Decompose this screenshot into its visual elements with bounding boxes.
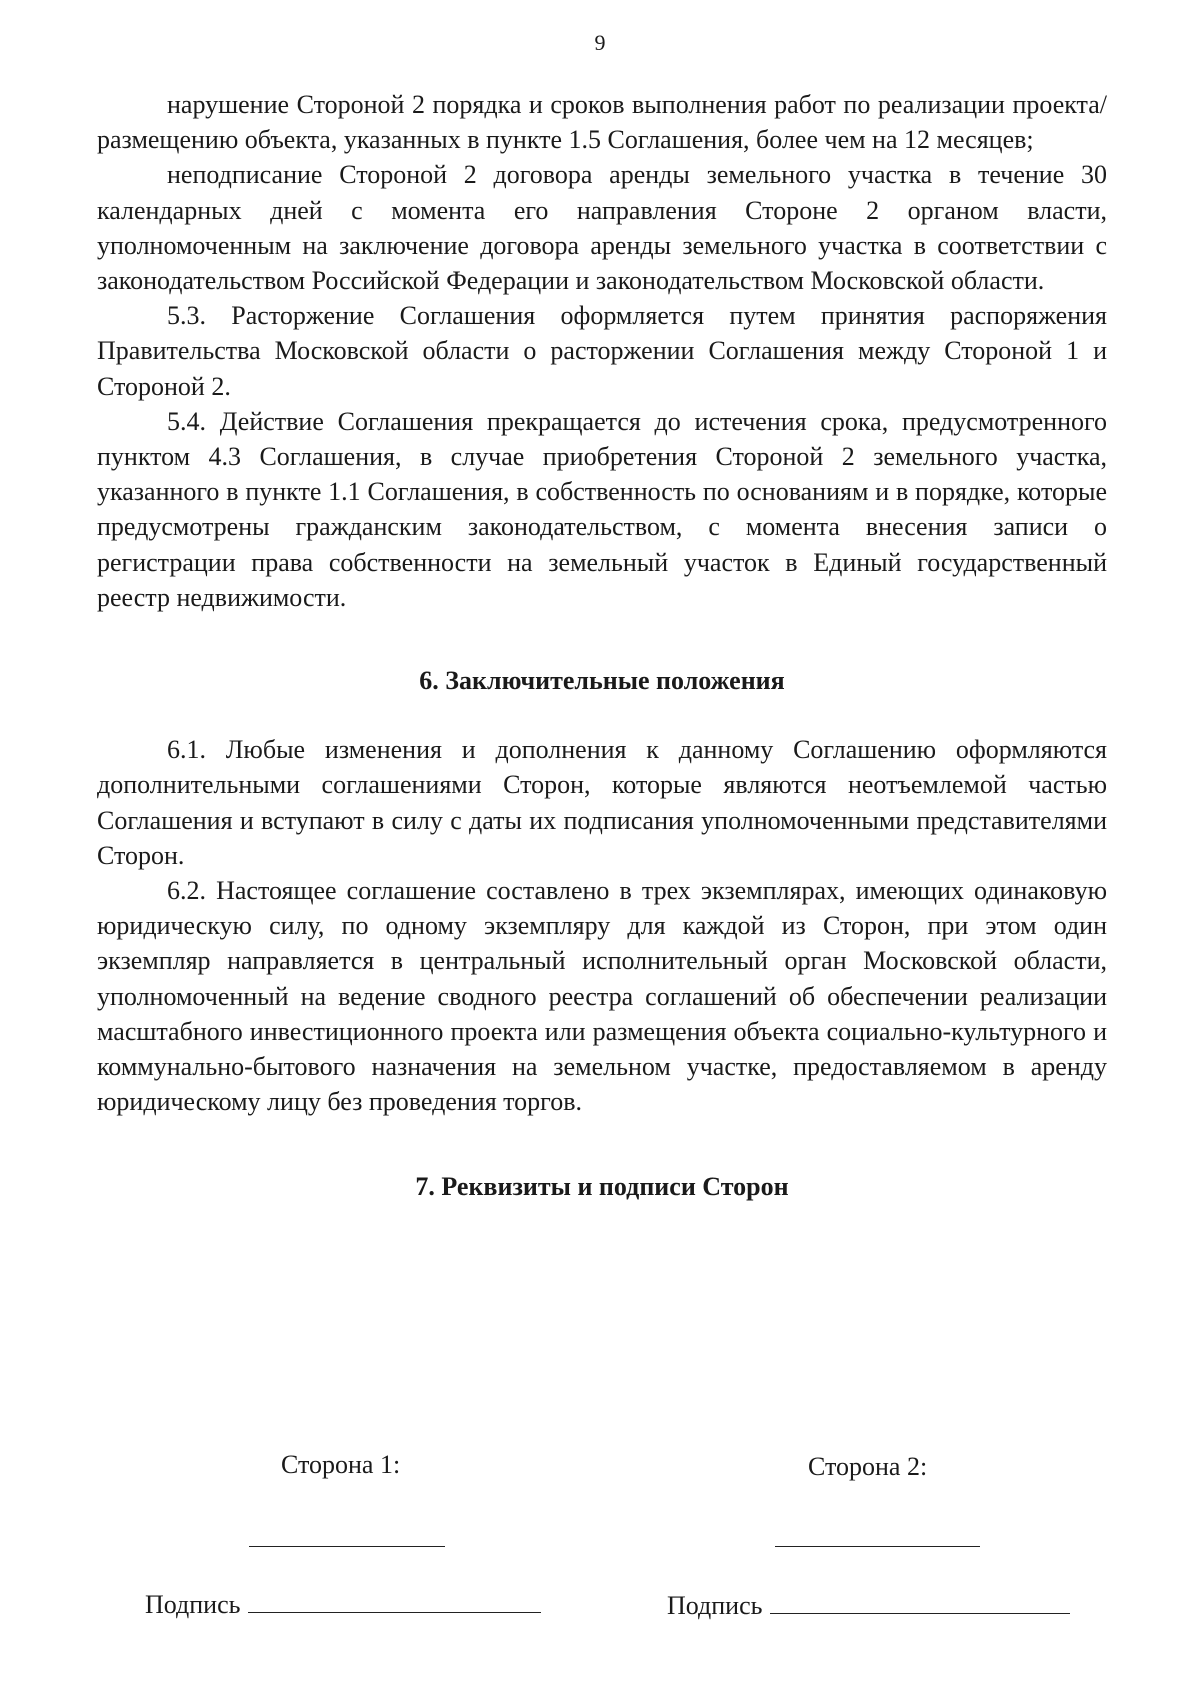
party-2-signature-line	[770, 1591, 1070, 1614]
party-1-blank-line	[249, 1546, 445, 1547]
section-7-heading: 7. Реквизиты и подписи Сторон	[415, 1172, 789, 1202]
paragraph-5-3: 5.3. Расторжение Соглашения оформляется путем принятия распоряжения Правительства Московской области о расторжении Соглашения между Стороной 1 и Стороной 2.	[97, 301, 1107, 401]
party-2-signature-row	[667, 1590, 1070, 1622]
document-body	[97, 87, 1107, 1205]
party-1-signature-label: Подпись	[145, 1590, 241, 1619]
paragraph-6-2: 6.2. Настоящее соглашение составлено в трех экземплярах, имеющих одинаковую юридическую силу, по одному экземпляру для каждой из Сторон, при этом один экземпляр направляется в центральный исполнительный орган Московской области, уполномоченный на ведение сводного реестра соглашений об обеспечении реализации масштабного инвестиционного проекта или размещения объекта социально-культурного и коммунально-бытового назначения на земельном участке, предоставляемом в аренду юридическому лицу без проведения торгов.	[97, 876, 1107, 1117]
paragraph-5-4: 5.4. Действие Соглашения прекращается до истечения срока, предусмотренного пунктом 4.3 Соглашения, в случае приобретения Стороной 2 земельного участка, указанного в пункте 1.1 Соглашения, в собственность по основаниям и в порядке, которые предусмотрены гражданским законодательством, с момента внесения записи о регистрации права собственности на земельный участок в Единый государственный реестр недвижимости.	[97, 406, 1107, 612]
page-number: 9	[594, 30, 606, 55]
party-2-blank-line	[775, 1546, 980, 1547]
party-1-signature-line	[248, 1590, 541, 1613]
section-6-heading: 6. Заключительные положения	[419, 666, 785, 696]
party-2-signature-label: Подпись	[667, 1591, 763, 1620]
party-2-label: Сторона 2:	[808, 1452, 928, 1481]
paragraph-6-1: 6.1. Любые изменения и дополнения к данному Соглашению оформляются дополнительными соглашениями Сторон, которые являются неотъемлемой частью Соглашения и вступают в силу с даты их подписания уполномоченными представителями Сторон.	[97, 735, 1107, 870]
party-1-signature-row	[145, 1589, 541, 1621]
paragraph-violation-terms: нарушение Стороной 2 порядка и сроков выполнения работ по реализации проекта/размещению объекта, указанных в пункте 1.5 Соглашения, более чем на 12 месяцев;	[97, 90, 1107, 155]
party-1-label: Сторона 1:	[281, 1450, 401, 1479]
paragraph-lease-not-signed: неподписание Стороной 2 договора аренды земельного участка в течение 30 календарных дней с момента его направления Стороне 2 органом власти, уполномоченным на заключение договора аренды земельного участка в соответствии с законодательством Российской Федерации и законодательством Московской области.	[97, 160, 1107, 296]
